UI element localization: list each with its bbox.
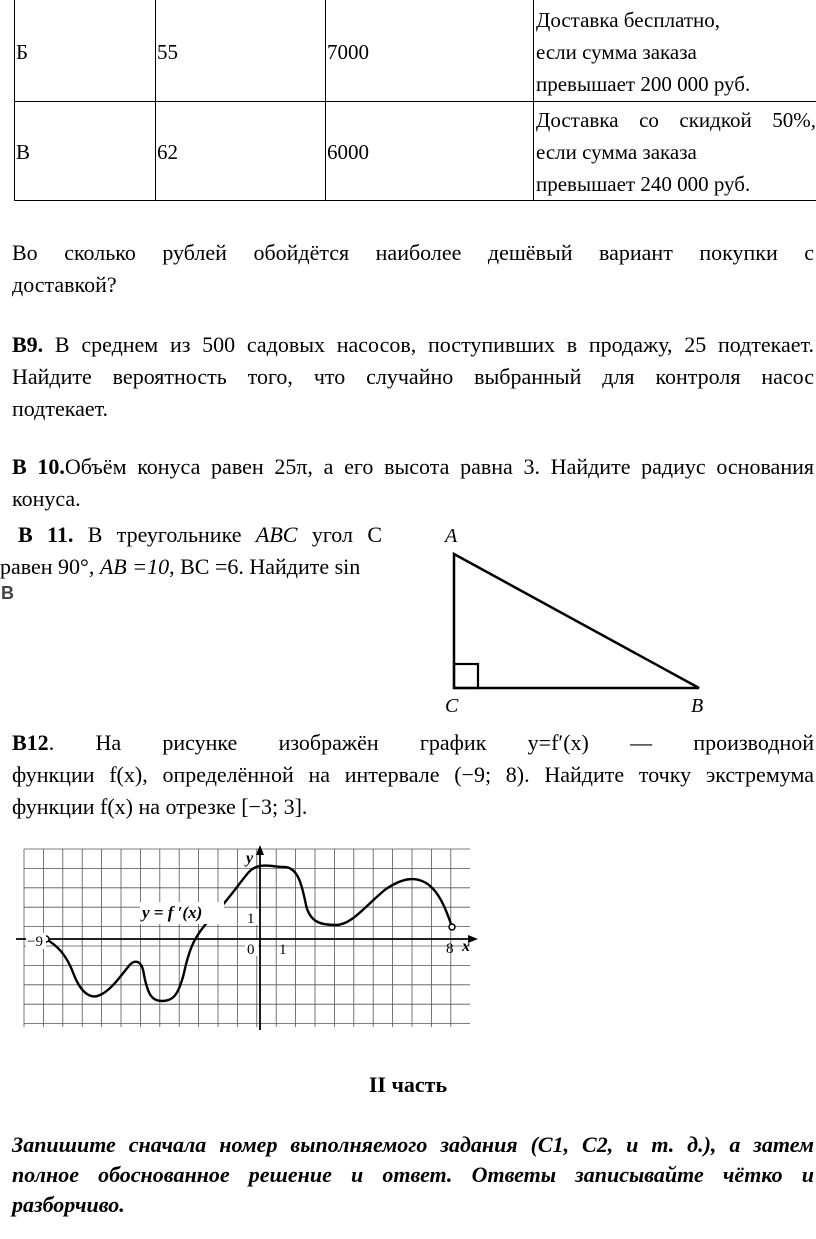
table-cell-condition: Доставка со скидкой 50%,: [536, 108, 816, 132]
b11-text: , BC =6. Найдите sin: [169, 554, 361, 579]
table-cell-condition: если сумма заказа: [536, 140, 697, 164]
b12-line: функции f(x) на отрезке [−3; 3].: [12, 794, 308, 819]
derivative-curve: [46, 866, 452, 1002]
table-row-divider: [14, 101, 816, 102]
vertex-label-a: A: [445, 525, 458, 547]
part2-instruction-line: полное обоснованное решение и ответ. Ответы записывайте чётко и: [12, 1162, 814, 1187]
question-line: Во сколько рублей обойдётся наиболее дешёвый вариант покупки с: [12, 240, 814, 265]
table-cell-condition: Доставка бесплатно,: [536, 8, 721, 32]
x-tick-one: 1: [279, 942, 287, 958]
x-tick-neg9: −9: [27, 934, 43, 950]
y-tick-one: 1: [247, 911, 255, 927]
table-cell-supplier: Б: [16, 40, 29, 64]
func-label: y = f ′(x): [142, 903, 203, 922]
b11-text: равен 90°,: [0, 554, 95, 579]
b11-line: [18, 518, 382, 552]
part2-instruction-line: Запишите сначала номер выполняемого задания (C1, C2, и т. д.), а затем: [12, 1132, 814, 1157]
curve-endpoint-right: [449, 924, 455, 930]
b11-label: B 11.: [18, 522, 74, 547]
x-axis-label: x: [462, 938, 470, 955]
b12-text: . На рисунке изображён график y=f′(x) — производной: [48, 730, 814, 755]
table-cell-supplier: В: [16, 140, 31, 164]
b10-line: [12, 450, 814, 484]
b11-triangle-name: ABC: [255, 522, 298, 547]
origin-label: 0: [247, 942, 255, 958]
table-cell-condition: превышает 240 000 руб.: [536, 172, 751, 196]
x-tick-8: 8: [446, 941, 454, 957]
part2-title-text: II часть: [368, 1072, 448, 1097]
b9-text: В среднем из 500 садовых насосов, поступивших в продажу, 25 подтекает.: [54, 332, 815, 357]
part2-instruction-line: разборчиво.: [12, 1192, 125, 1217]
triangle-figure: [435, 520, 715, 720]
right-angle-mark: [454, 664, 478, 688]
y-axis-arrow: [256, 845, 264, 855]
vertex-label-b: B: [691, 695, 704, 717]
b10-line: конуса.: [12, 486, 81, 511]
b10-text: Объём конуса равен 25π, а его высота равна 3. Найдите радиус основания: [64, 454, 814, 479]
b12-line: [12, 726, 814, 760]
b11-line: [0, 550, 382, 584]
b9-line: [12, 328, 814, 362]
b11-text: угол C: [311, 522, 383, 547]
question-line: доставкой?: [12, 272, 117, 297]
table-border-bottom: [14, 200, 816, 201]
b10-label: B 10.: [12, 454, 65, 479]
b11-text: В треугольнике: [87, 522, 242, 547]
b12-line: функции f(x), определённой на интервале (−9; 8). Найдите точку экстремума: [12, 762, 814, 787]
b12-label: B12: [12, 730, 49, 755]
table-cell-condition: превышает 200 000 руб.: [536, 72, 751, 96]
derivative-graph: [16, 845, 478, 1030]
b9-line: подтекает.: [12, 396, 109, 421]
vertex-label-c: C: [445, 695, 459, 717]
table-cell-price: 55: [157, 40, 178, 64]
table-cell-condition: если сумма заказа: [536, 40, 697, 64]
table-cell-delivery: 6000: [327, 140, 369, 164]
b9-label: B9.: [12, 332, 44, 357]
table-cell-delivery: 7000: [327, 40, 369, 64]
table-cell-price: 62: [157, 140, 178, 164]
part2-title: [0, 1068, 816, 1102]
b9-line: Найдите вероятность того, что случайно выбранный для контроля насос: [12, 364, 814, 389]
y-axis-label: y: [246, 850, 254, 867]
b11-angle-b: B: [1, 583, 14, 603]
triangle-abc: [454, 554, 699, 688]
supply-table: [14, 0, 816, 201]
b11-ab: AB =10: [99, 554, 170, 579]
